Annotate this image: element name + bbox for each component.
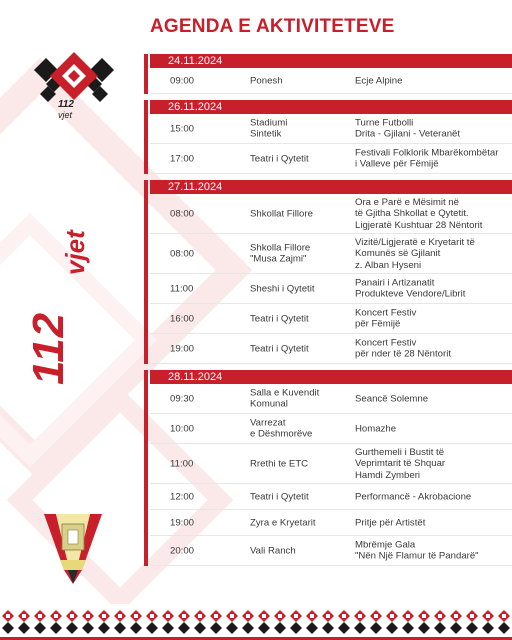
event-place: Teatri i Qytetit xyxy=(250,312,309,324)
agenda-row xyxy=(150,536,512,566)
event-activity: Mbrëmje Gala "Nën Një Flamur të Pandarë" xyxy=(355,539,479,562)
event-place: Vali Ranch xyxy=(250,544,296,556)
event-place: Shkolla Fillore "Musa Zajmi" xyxy=(250,242,311,265)
event-time: 09:00 xyxy=(170,74,195,86)
event-activity: Vizitë/Ligjeratë e Kryetarit të Komunës së Gjilanit z. Alban Hyseni xyxy=(355,236,475,271)
day-header: 28.11.2024 xyxy=(150,370,512,384)
agenda-row xyxy=(150,444,512,484)
agenda-row xyxy=(150,414,512,444)
event-activity: Koncert Festiv për Fëmijë xyxy=(355,307,417,330)
agenda-row xyxy=(150,274,512,304)
day-header: 27.11.2024 xyxy=(150,180,512,194)
event-activity: Seancë Solemne xyxy=(355,392,429,404)
event-time: 15:00 xyxy=(170,122,195,134)
event-time: 08:00 xyxy=(170,247,195,259)
ornamental-border xyxy=(0,604,512,640)
agenda-row xyxy=(150,484,512,510)
event-time: 10:00 xyxy=(170,422,195,434)
anniversary-logo-icon xyxy=(32,50,116,120)
event-activity: Panairi i Artizanatit Produkteve Vendore/Librit xyxy=(355,277,466,300)
event-place: Rrethi te ETC xyxy=(250,457,309,469)
event-place: Teatri i Qytetit xyxy=(250,152,309,164)
side-word: vjet xyxy=(60,230,90,275)
event-activity: Performancë - Akrobacione xyxy=(355,490,472,502)
event-activity: Pritje për Artistët xyxy=(355,516,426,528)
event-time: 11:00 xyxy=(170,282,194,294)
agenda-schedule xyxy=(150,54,512,566)
event-time: 19:00 xyxy=(170,342,195,354)
event-place: Ponesh xyxy=(250,74,283,86)
page-title: AGENDA E AKTIVITETEVE xyxy=(150,16,395,37)
event-place: Shkollat Fillore xyxy=(250,207,313,219)
event-place: Sheshi i Qytetit xyxy=(250,282,315,294)
agenda-row xyxy=(150,304,512,334)
agenda-row xyxy=(150,334,512,364)
event-place: Salla e Kuvendit Komunal xyxy=(250,387,320,410)
municipal-emblem-icon xyxy=(40,510,106,592)
event-place: Teatri i Qytetit xyxy=(250,342,309,354)
event-time: 20:00 xyxy=(170,544,195,556)
event-activity: Ora e Parë e Mësimit në të Gjitha Shkollat e Qytetit. Ligjeratë Kushtuar 28 Nëntorit xyxy=(355,196,483,231)
event-time: 08:00 xyxy=(170,207,195,219)
event-activity: Turne Futbolli Drita - Gjilani - Veteranët xyxy=(355,117,461,140)
event-place: Varrezat e Dëshmorëve xyxy=(250,417,313,440)
agenda-row xyxy=(150,194,512,234)
event-time: 12:00 xyxy=(170,490,195,502)
event-time: 11:00 xyxy=(170,457,194,469)
agenda-row xyxy=(150,384,512,414)
side-number: 112 xyxy=(24,311,73,385)
event-time: 17:00 xyxy=(170,152,195,164)
event-place: Teatri i Qytetit xyxy=(250,490,309,502)
agenda-row xyxy=(150,144,512,174)
agenda-row xyxy=(150,68,512,94)
event-activity: Homazhe xyxy=(355,422,397,434)
agenda-row xyxy=(150,114,512,144)
agenda-row xyxy=(150,234,512,274)
day-header: 26.11.2024 xyxy=(150,100,512,114)
event-activity: Festivali Folklorik Mbarëkombëtar i Valleve për Fëmijë xyxy=(355,147,499,170)
event-place: Stadiumi Sintetik xyxy=(250,117,288,140)
event-place: Zyra e Kryetarit xyxy=(250,516,316,528)
event-activity: Ecje Alpine xyxy=(355,74,403,86)
event-time: 19:00 xyxy=(170,516,195,528)
logo-year: 112 xyxy=(58,99,74,110)
logo-subtitle: vjet xyxy=(58,110,73,120)
event-activity: Gurthemeli i Bustit të Veprimtarit të Shquar Hamdi Zymberi xyxy=(355,446,446,481)
day-header: 24.11.2024 xyxy=(150,54,512,68)
agenda-row xyxy=(150,510,512,536)
event-time: 09:30 xyxy=(170,392,195,404)
event-time: 16:00 xyxy=(170,312,195,324)
event-activity: Koncert Festiv për nder të 28 Nëntorit xyxy=(355,337,451,360)
